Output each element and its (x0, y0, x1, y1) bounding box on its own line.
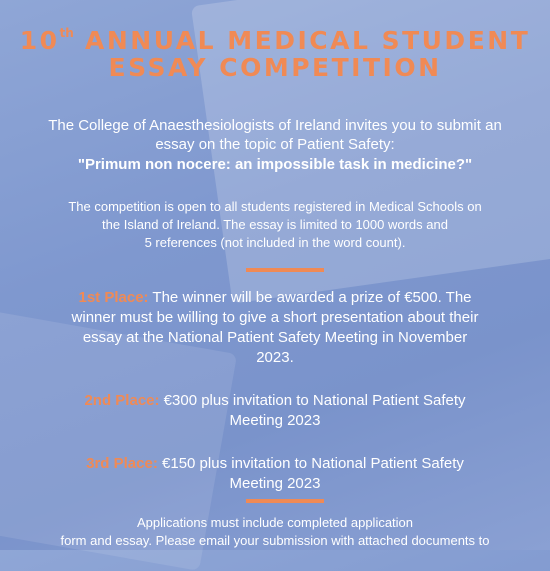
second-place-text-1: €300 plus invitation to National Patient Safety (159, 392, 466, 409)
first-place-line-3: essay at the National Patient Safety Meeting in November (82, 329, 468, 346)
third-place-label: 3rd Place: (86, 455, 158, 472)
third-place-line-1 (0, 455, 550, 473)
second-place-line-1 (0, 392, 550, 410)
divider-bottom (246, 499, 324, 503)
third-place-text-1: €150 plus invitation to National Patient Safety (157, 455, 464, 472)
eligibility-line-3: 5 references (not included in the word count). (144, 235, 406, 250)
title-number: 10 (19, 26, 60, 55)
second-place-label: 2nd Place: (84, 392, 160, 409)
first-place-text-1: The winner will be awarded a prize of €500. The (148, 289, 472, 306)
second-place-line-2: Meeting 2023 (229, 412, 321, 429)
first-place-line-4: 2023. (256, 349, 294, 366)
intro-quote: "Primum non nocere: an impossible task in medicine?" (77, 156, 473, 173)
first-place-line-1 (0, 289, 550, 307)
eligibility-line-1: The competition is open to all students registered in Medical Schools on (68, 199, 482, 214)
applications-line-2: form and essay. Please email your submission with attached documents to (60, 533, 490, 548)
divider-top (246, 268, 324, 272)
applications-line-1: Applications must include completed application (136, 515, 414, 530)
title-ordinal: th (59, 26, 74, 40)
first-place-line-2: winner must be willing to give a short presentation about their (71, 309, 479, 326)
eligibility-line-2: the Island of Ireland. The essay is limited to 1000 words and (102, 217, 448, 232)
first-place-label: 1st Place: (78, 289, 149, 306)
title-text-1: ANNUAL MEDICAL STUDENT (73, 26, 531, 55)
title-line-2: ESSAY COMPETITION (108, 53, 442, 82)
intro-line-1: The College of Anaesthesiologists of Ireland invites you to submit an (48, 117, 502, 134)
title-line-1 (0, 18, 550, 56)
third-place-line-2: Meeting 2023 (229, 475, 321, 492)
intro-line-2: essay on the topic of Patient Safety: (155, 136, 395, 153)
